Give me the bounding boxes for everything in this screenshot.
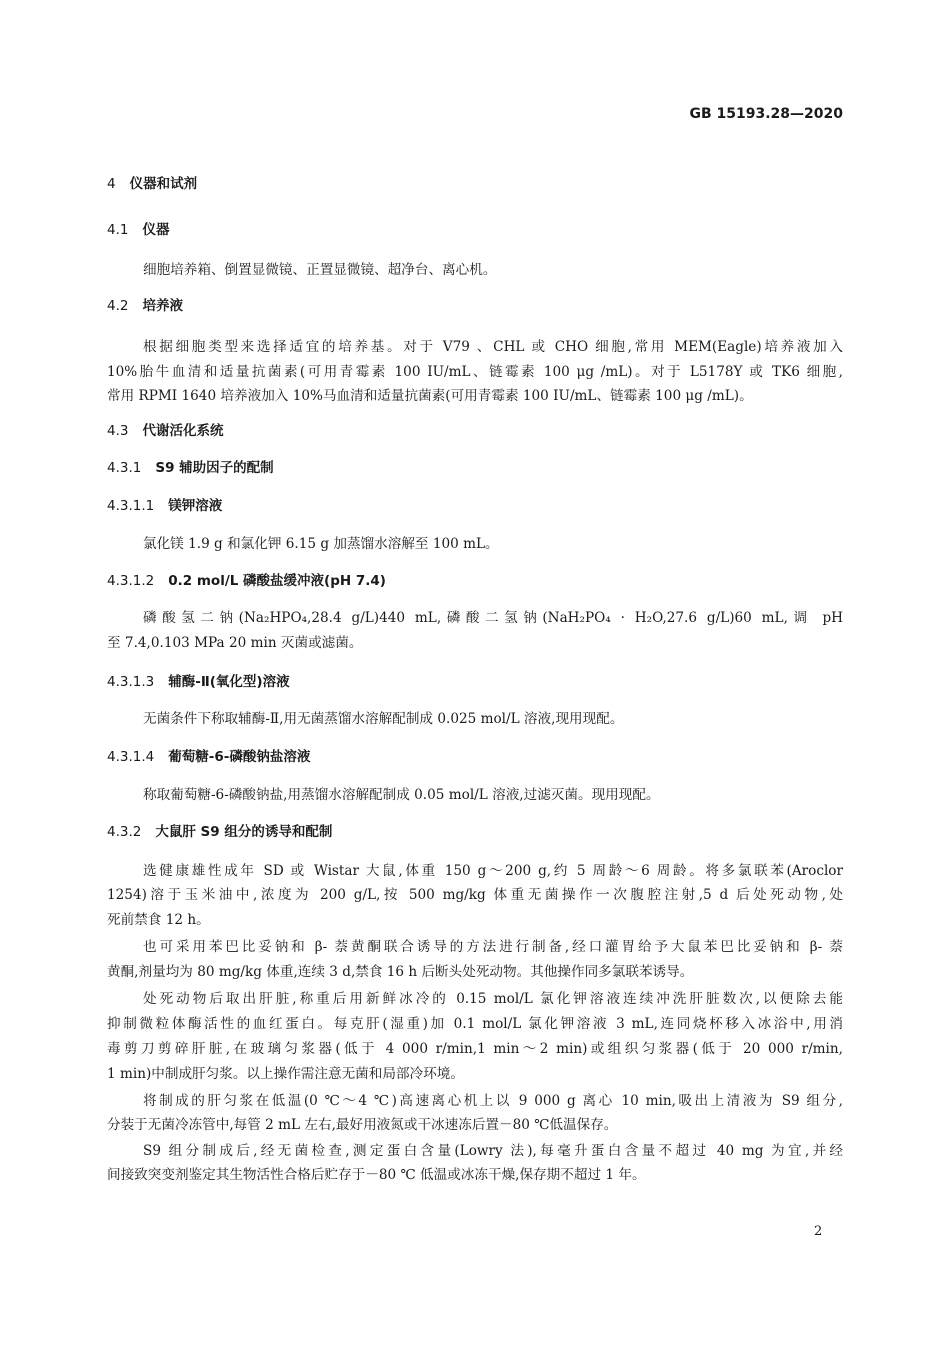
section-number: 4.3.1.1 — [107, 498, 155, 514]
section-heading — [107, 745, 310, 765]
section-heading — [107, 172, 197, 192]
body-text-line: 选健康雄性成年 SD 或 Wistar 大鼠,体重 150 g～200 g,约 5 周龄～6 周龄。将多氯联苯(Aroclor — [143, 863, 843, 879]
body-text-line: 1 min)中制成肝匀浆。以上操作需注意无菌和局部冷环境。 — [107, 1066, 464, 1082]
body-text-line: 常用 RPMI 1640 培养液加入 10%马血清和适量抗菌素(可用青霉素 100 IU/mL、链霉素 100 μg /mL)。 — [107, 388, 753, 404]
section-number: 4.3.1.4 — [107, 749, 155, 765]
section-number: 4.1 — [107, 222, 129, 238]
body-text-line: 磷酸氢二钠(Na₂HPO₄,28.4 g/L)440 mL,磷酸二氢钠(NaH₂PO₄ · H₂O,27.6 g/L)60 mL,调 pH — [143, 610, 843, 626]
section-number: 4.3.1.3 — [107, 674, 155, 690]
section-number: 4.3 — [107, 423, 129, 439]
section-heading — [107, 456, 274, 476]
section-title: 代谢活化系统 — [142, 423, 224, 439]
section-title: 葡萄糖-6-磷酸钠盐溶液 — [168, 749, 311, 765]
section-title: 仪器 — [142, 222, 170, 238]
section-title: 辅酶-Ⅱ(氧化型)溶液 — [168, 674, 290, 690]
body-text-line: 细胞培养箱、倒置显微镜、正置显微镜、超净台、离心机。 — [143, 262, 497, 278]
section-number: 4.3.1.2 — [107, 573, 155, 589]
section-title: 培养液 — [142, 298, 183, 314]
section-number: 4 — [107, 176, 116, 192]
section-heading — [107, 569, 386, 589]
section-title: S9 辅助因子的配制 — [155, 460, 274, 476]
body-text-line: 1254)溶于玉米油中,浓度为 200 g/L,按 500 mg/kg 体重无菌操作一次腹腔注射,5 d 后处死动物,处 — [107, 887, 843, 903]
body-text-line: 根据细胞类型来选择适宜的培养基。对于 V79 、CHL 或 CHO 细胞,常用 MEM(Eagle)培养液加入 — [143, 339, 843, 355]
body-text-line: 将制成的肝匀浆在低温(0 ℃～4 ℃)高速离心机上以 9 000 g 离心 10 min,吸出上清液为 S9 组分, — [143, 1093, 843, 1109]
body-text-line: 也可采用苯巴比妥钠和 β- 萘黄酮联合诱导的方法进行制备,经口灌胃给予大鼠苯巴比妥钠和 β- 萘 — [143, 939, 843, 955]
body-text-line: 黄酮,剂量均为 80 mg/kg 体重,连续 3 d,禁食 16 h 后断头处死动物。其他操作同多氯联苯诱导。 — [107, 964, 694, 980]
section-heading — [107, 419, 223, 439]
body-text-line: 10%胎牛血清和适量抗菌素(可用青霉素 100 IU/mL、链霉素 100 μg /mL)。对于 L5178Y 或 TK6 细胞, — [107, 364, 843, 380]
section-number: 4.3.2 — [107, 824, 142, 840]
body-text-line: 间接致突变剂鉴定其生物活性合格后贮存于－80 ℃ 低温或冰冻干燥,保存期不超过 1 年。 — [107, 1167, 646, 1183]
section-heading — [107, 670, 290, 690]
page-number: 2 — [814, 1224, 823, 1239]
section-number: 4.2 — [107, 298, 129, 314]
section-heading — [107, 294, 183, 314]
body-text-line: 无菌条件下称取辅酶-Ⅱ,用无菌蒸馏水溶解配制成 0.025 mol/L 溶液,现用现配。 — [143, 711, 624, 727]
body-text-line: 死前禁食 12 h。 — [107, 912, 210, 928]
section-number: 4.3.1 — [107, 460, 142, 476]
section-title: 大鼠肝 S9 组分的诱导和配制 — [155, 824, 333, 840]
body-text-line: 氯化镁 1.9 g 和氯化钾 6.15 g 加蒸馏水溶解至 100 mL。 — [143, 536, 499, 552]
body-text-line: 称取葡萄糖-6-磷酸钠盐,用蒸馏水溶解配制成 0.05 mol/L 溶液,过滤灭菌。现用现配。 — [143, 787, 660, 803]
body-text-line: 处死动物后取出肝脏,称重后用新鲜冰冷的 0.15 mol/L 氯化钾溶液连续冲洗肝脏数次,以便除去能 — [143, 991, 843, 1007]
body-text-line: S9 组分制成后,经无菌检查,测定蛋白含量(Lowry 法),每毫升蛋白含量不超过 40 mg 为宜,并经 — [143, 1143, 843, 1159]
body-text-line: 至 7.4,0.103 MPa 20 min 灭菌或滤菌。 — [107, 635, 363, 651]
section-heading — [107, 820, 332, 840]
section-title: 仪器和试剂 — [129, 176, 198, 192]
document-code: GB 15193.28—2020 — [689, 106, 843, 122]
section-heading — [107, 218, 169, 238]
body-text-line: 分装于无菌冷冻管中,每管 2 mL 左右,最好用液氮或干冰速冻后置－80 ℃低温保存。 — [107, 1117, 618, 1133]
body-text-line: 抑制微粒体酶活性的血红蛋白。每克肝(湿重)加 0.1 mol/L 氯化钾溶液 3 mL,连同烧杯移入冰浴中,用消 — [107, 1016, 843, 1032]
body-text-line: 毒剪刀剪碎肝脏,在玻璃匀浆器(低于 4 000 r/min,1 min～2 min)或组织匀浆器(低于 20 000 r/min, — [107, 1041, 843, 1057]
section-heading — [107, 494, 222, 514]
section-title: 镁钾溶液 — [168, 498, 223, 514]
section-title: 0.2 mol/L 磷酸盐缓冲液(pH 7.4) — [168, 573, 386, 589]
